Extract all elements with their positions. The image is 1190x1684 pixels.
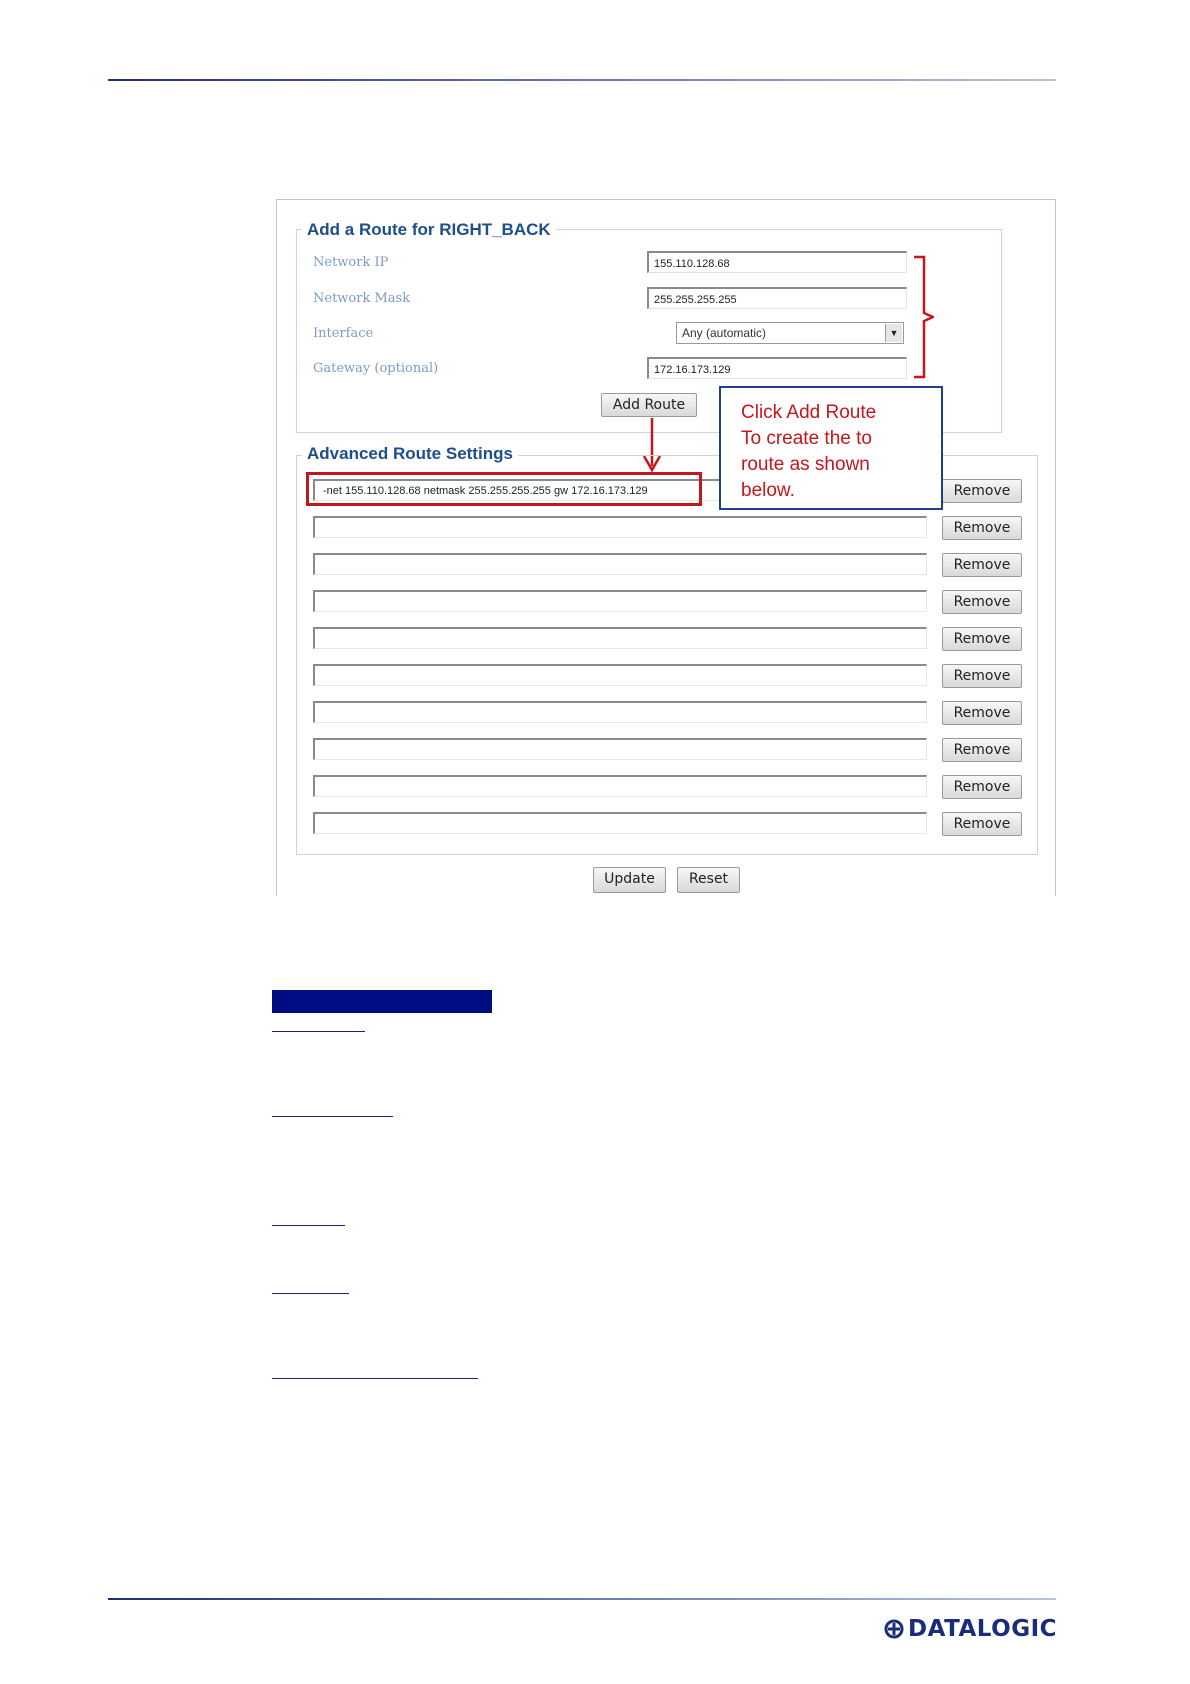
datalogic-logo	[884, 1615, 1057, 1643]
interface-select-value: Any (automatic)	[682, 326, 767, 340]
route-input[interactable]	[313, 738, 927, 760]
callout-line: Click Add Route	[741, 402, 877, 423]
route-input[interactable]	[313, 516, 927, 538]
advanced-route-legend: Advanced Route Settings	[302, 444, 518, 464]
remove-button[interactable]: Remove	[942, 701, 1022, 725]
remove-button[interactable]: Remove	[942, 553, 1022, 577]
reset-button[interactable]: Reset	[677, 867, 740, 893]
remove-button[interactable]: Remove	[942, 590, 1022, 614]
remove-button[interactable]: Remove	[942, 775, 1022, 799]
gateway-input[interactable]: 172.16.173.129	[647, 357, 907, 379]
remove-button[interactable]: Remove	[942, 738, 1022, 762]
bracket-icon	[912, 255, 934, 379]
route-input[interactable]	[313, 775, 927, 797]
callout-line: To create the to	[741, 428, 872, 449]
chevron-down-icon[interactable]: ▼	[885, 324, 902, 342]
route-input[interactable]	[313, 812, 927, 834]
remove-button[interactable]: Remove	[942, 664, 1022, 688]
bottom-rule	[108, 1598, 1056, 1600]
hyperlink[interactable]	[272, 1273, 349, 1294]
interface-label: Interface	[313, 326, 374, 341]
top-rule	[108, 79, 1056, 81]
section-heading-bar	[272, 990, 492, 1013]
logo-mark-icon	[884, 1619, 904, 1639]
remove-button[interactable]: Remove	[942, 627, 1022, 651]
route-highlight	[306, 472, 702, 506]
route-input[interactable]: -net 155.110.128.68 netmask 255.255.255.255 gw 172.16.173.129	[313, 479, 927, 501]
callout-line: route as shown	[741, 454, 870, 475]
network-ip-label: Network IP	[313, 255, 389, 270]
hyperlink[interactable]	[272, 1205, 345, 1226]
route-input[interactable]	[313, 627, 927, 649]
update-button[interactable]: Update	[593, 867, 666, 893]
route-input[interactable]	[313, 590, 927, 612]
remove-button[interactable]: Remove	[942, 516, 1022, 540]
hyperlink[interactable]	[272, 1096, 393, 1117]
gateway-label: Gateway (optional)	[313, 361, 439, 376]
interface-select[interactable]	[676, 322, 904, 344]
route-input[interactable]	[313, 701, 927, 723]
callout-box	[719, 386, 943, 510]
network-mask-input[interactable]: 255.255.255.255	[647, 287, 907, 309]
route-input[interactable]	[313, 664, 927, 686]
remove-button[interactable]: Remove	[942, 479, 1022, 503]
logo-text: DATALOGIC	[908, 1616, 1058, 1642]
callout-line: below.	[741, 480, 795, 501]
add-route-button[interactable]: Add Route	[601, 393, 697, 417]
remove-button[interactable]: Remove	[942, 812, 1022, 836]
route-input[interactable]	[313, 553, 927, 575]
network-mask-label: Network Mask	[313, 291, 411, 306]
network-ip-input[interactable]: 155.110.128.68	[647, 251, 907, 273]
add-route-legend: Add a Route for RIGHT_BACK	[302, 220, 556, 240]
hyperlink[interactable]	[272, 1011, 365, 1032]
hyperlink[interactable]	[272, 1358, 478, 1379]
